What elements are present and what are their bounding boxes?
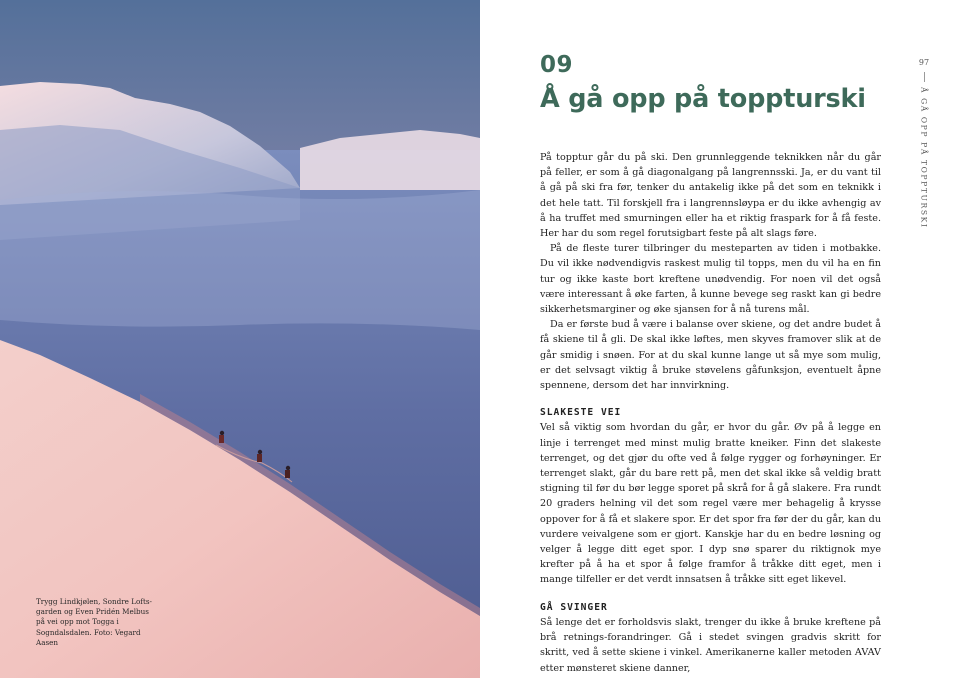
body-text bbox=[540, 150, 881, 676]
paragraph-3: Da er første bud å være i balanse over skiene, og det andre budet å få skiene til å gli. De skal ikke løftes, men skyves framover slik at de går smidig i snøen. For at du skal kunne lange ut så mye som mulig, er det selvsagt viktig å bruke støvelens gåfunksjon, eventuelt åpne spennene, dersom det har innvirkning. bbox=[540, 319, 881, 392]
section-heading-ga-svinger: GÅ SVINGER bbox=[540, 601, 608, 613]
chapter-title: Å gå opp på toppturski bbox=[540, 84, 866, 114]
photo-caption: Trygg Lindkjølen, Sondre Lofts-garden og Even Pridén Melbus på vei opp mot Togga i Sogndalsdalen. Foto: Vegard Aasen bbox=[36, 597, 152, 647]
page-number: 97 bbox=[918, 58, 930, 67]
cloud-sea bbox=[0, 190, 480, 330]
running-header bbox=[917, 58, 931, 229]
text-page bbox=[480, 0, 960, 678]
section-heading-slakeste-vei: SLAKESTE VEI bbox=[540, 407, 622, 419]
chapter-number: 09 bbox=[540, 52, 574, 78]
paragraph-2: På de fleste turer tilbringer du mesteparten av tiden i motbakke. Du vil ikke nødvendigvis raskest mulig til topps, men du vil ha en fin tur og ikke kaste bort kreftene unødvendig. For noen vil det også være interessant å øke farten, å kunne bevege seg raskt kan gi bedre sikkerhetsmarginer og øke sjansen for å nå turens mål. bbox=[540, 243, 881, 316]
section-text-ga-svinger: Så lenge det er forholdsvis slakt, trenger du ikke å bruke kreftene på brå retnings-forandringer. Gå i stedet svingen gradvis skritt for skritt, ved å sette skiene i vinkel. Amerikanerne kaller metoden AVAV etter mønsteret skiene danner, bbox=[540, 616, 881, 674]
section-text-slakeste-vei: Vel så viktig som hvordan du går, er hvor du går. Øv på å legge en linje i terrenget med minst mulig bratte kneiker. Finn det slakeste terrenget, og det gjør du ofte ved å følge rygger og forhøyninger. Er terrenget slakt, går du bare rett på, men det skal ikke så veldig bratt stigning til før du bør legge sporet på skrå for å gå slakere. Fra rundt 20 graders helning vil det som regel være mer behagelig å krysse oppover for å få et slakere spor. Er det spor fra før der du går, kan du vurdere veivalgene som er gjort. Kanskje har du en bedre løsning og velger å legge ditt eget spor. I dyp snø sparer du riktignok mye krefter på å ha et spor å følge framfor å tråkke ditt eget, men i mange tilfeller er det verdt innsatsen å tråkke sitt eget likevel. bbox=[540, 422, 881, 586]
runner-divider bbox=[924, 72, 925, 82]
paragraph-1: På topptur går du på ski. Den grunnleggende teknikken når du går på feller, er som å gå diagonalgang på langrennsski. Ja, er du vant til å gå på ski fra før, tenker du antakelig ikke på det som en teknikk i det hele tatt. Til forskjell fra i langrennsløypa er du ikke avhengig av å ha truffet med smurningen eller ha et riktig fraspark for å få feste. Her har du som regel forutsigbart feste på alt slags føre. bbox=[540, 152, 881, 240]
running-header-text: Å GÅ OPP PÅ TOPPTURSKI bbox=[919, 87, 929, 229]
